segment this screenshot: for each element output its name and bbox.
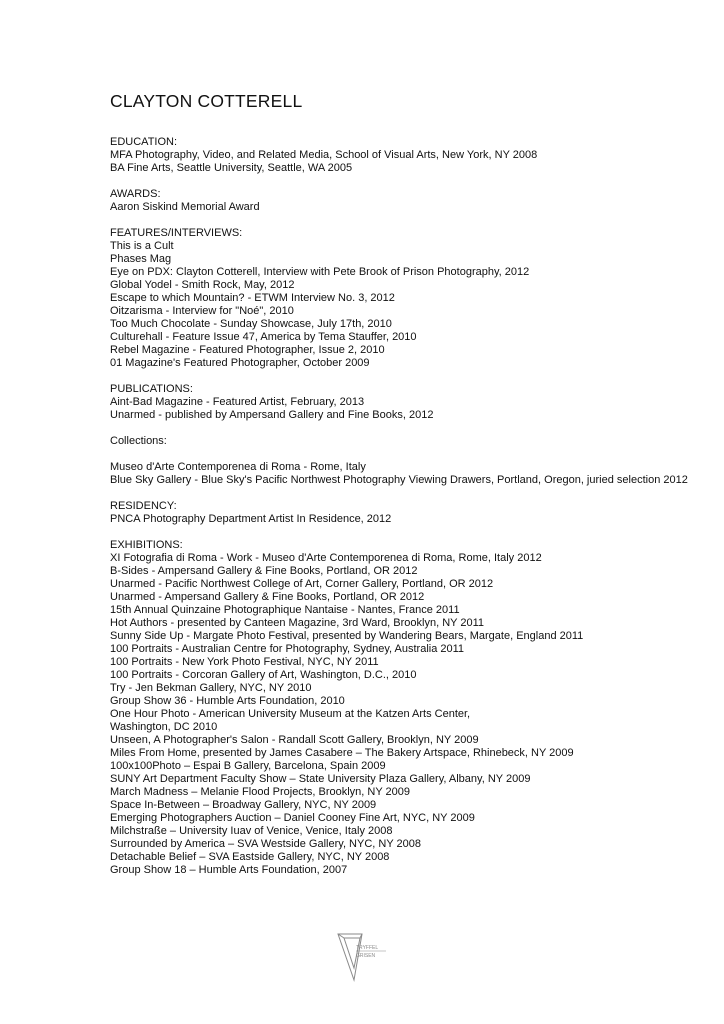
list-item: Aaron Siskind Memorial Award bbox=[110, 201, 260, 213]
list-item: Miles From Home, presented by James Casabere – The Bakery Artspace, Rhinebeck, NY 2009 bbox=[110, 747, 574, 759]
list-item: 15th Annual Quinzaine Photographique Nantaise - Nantes, France 2011 bbox=[110, 604, 460, 616]
list-item: XI Fotografia di Roma - Work - Museo d'Arte Contemporenea di Roma, Rome, Italy 2012 bbox=[110, 552, 542, 564]
tryffelgrisen-logo-icon bbox=[334, 924, 394, 984]
list-item: March Madness – Melanie Flood Projects, Brooklyn, NY 2009 bbox=[110, 786, 410, 798]
list-item: MFA Photography, Video, and Related Media, School of Visual Arts, New York, NY 2008 bbox=[110, 149, 538, 161]
list-item: Washington, DC 2010 bbox=[110, 721, 218, 733]
list-item: PNCA Photography Department Artist In Residence, 2012 bbox=[110, 513, 392, 525]
list-item: One Hour Photo - American University Museum at the Katzen Arts Center, bbox=[110, 708, 471, 720]
list-item: Rebel Magazine - Featured Photographer, Issue 2, 2010 bbox=[110, 344, 385, 356]
list-item: Blue Sky Gallery - Blue Sky's Pacific Northwest Photography Viewing Drawers, Portland, Oregon, juried selection 2012 bbox=[110, 474, 688, 486]
section-heading: EXHIBITIONS: bbox=[110, 539, 183, 551]
list-item: Unarmed - Pacific Northwest College of Art, Corner Gallery, Portland, OR 2012 bbox=[110, 578, 494, 590]
list-item: Too Much Chocolate - Sunday Showcase, July 17th, 2010 bbox=[110, 318, 392, 330]
section-heading: AWARDS: bbox=[110, 188, 161, 200]
list-item: Escape to which Mountain? - ETWM Interview No. 3, 2012 bbox=[110, 292, 395, 304]
list-item: Museo d'Arte Contemporenea di Roma - Rome, Italy bbox=[110, 461, 366, 473]
list-item: 100 Portraits - Corcoran Gallery of Art, Washington, D.C., 2010 bbox=[110, 669, 417, 681]
list-item: Group Show 18 – Humble Arts Foundation, 2007 bbox=[110, 864, 348, 876]
list-item: Hot Authors - presented by Canteen Magazine, 3rd Ward, Brooklyn, NY 2011 bbox=[110, 617, 484, 629]
list-item: Oitzarisma - Interview for "Noé", 2010 bbox=[110, 305, 294, 317]
list-item: Culturehall - Feature Issue 47, America by Tema Stauffer, 2010 bbox=[110, 331, 417, 343]
list-item: B-Sides - Ampersand Gallery & Fine Books, Portland, OR 2012 bbox=[110, 565, 418, 577]
section-heading: RESIDENCY: bbox=[110, 500, 177, 512]
section-heading: PUBLICATIONS: bbox=[110, 383, 193, 395]
list-item: 01 Magazine's Featured Photographer, October 2009 bbox=[110, 357, 370, 369]
list-item: BA Fine Arts, Seattle University, Seattle, WA 2005 bbox=[110, 162, 353, 174]
list-item: SUNY Art Department Faculty Show – State University Plaza Gallery, Albany, NY 2009 bbox=[110, 773, 531, 785]
list-item: Surrounded by America – SVA Westside Gallery, NYC, NY 2008 bbox=[110, 838, 422, 850]
exhibitions-section bbox=[110, 539, 700, 877]
list-item: Global Yodel - Smith Rock, May, 2012 bbox=[110, 279, 295, 291]
publications-section bbox=[110, 383, 700, 422]
section-heading: EDUCATION: bbox=[110, 136, 178, 148]
list-item: Sunny Side Up - Margate Photo Festival, presented by Wandering Bears, Margate, England 2011 bbox=[110, 630, 584, 642]
list-item: Detachable Belief – SVA Eastside Gallery, NYC, NY 2008 bbox=[110, 851, 390, 863]
logo-text-line2: GRISEN bbox=[356, 953, 376, 959]
list-item: Unarmed - Ampersand Gallery & Fine Books, Portland, OR 2012 bbox=[110, 591, 425, 603]
residency-section bbox=[110, 500, 700, 526]
list-item: 100 Portraits - New York Photo Festival, NYC, NY 2011 bbox=[110, 656, 379, 668]
list-item: 100 Portraits - Australian Centre for Photography, Sydney, Australia 2011 bbox=[110, 643, 465, 655]
cv-content bbox=[110, 136, 700, 890]
logo-text-line1: TRYFFEL bbox=[356, 945, 379, 951]
list-item: Emerging Photographers Auction – Daniel Cooney Fine Art, NYC, NY 2009 bbox=[110, 812, 475, 824]
page-title: CLAYTON COTTERELL bbox=[110, 91, 303, 111]
list-item: Aint-Bad Magazine - Featured Artist, February, 2013 bbox=[110, 396, 365, 408]
awards-section bbox=[110, 188, 700, 214]
features-section bbox=[110, 227, 700, 370]
education-section bbox=[110, 136, 700, 175]
section-heading: FEATURES/INTERVIEWS: bbox=[110, 227, 243, 239]
list-item: 100x100Photo – Espai B Gallery, Barcelona, Spain 2009 bbox=[110, 760, 386, 772]
list-item: Unseen, A Photographer's Salon - Randall Scott Gallery, Brooklyn, NY 2009 bbox=[110, 734, 479, 746]
list-item: Phases Mag bbox=[110, 253, 172, 265]
collections-section bbox=[110, 435, 700, 487]
list-item: Eye on PDX: Clayton Cotterell, Interview with Pete Brook of Prison Photography, 2012 bbox=[110, 266, 530, 278]
list-item: Unarmed - published by Ampersand Gallery and Fine Books, 2012 bbox=[110, 409, 434, 421]
list-item: Try - Jen Bekman Gallery, NYC, NY 2010 bbox=[110, 682, 312, 694]
list-item: Milchstraße – University Iuav of Venice, Venice, Italy 2008 bbox=[110, 825, 393, 837]
logo-mark bbox=[334, 924, 394, 984]
list-item: Group Show 36 - Humble Arts Foundation, 2010 bbox=[110, 695, 345, 707]
section-heading: Collections: bbox=[110, 435, 167, 447]
spacer bbox=[110, 448, 700, 461]
list-item: Space In-Between – Broadway Gallery, NYC, NY 2009 bbox=[110, 799, 377, 811]
list-item: This is a Cult bbox=[110, 240, 174, 252]
